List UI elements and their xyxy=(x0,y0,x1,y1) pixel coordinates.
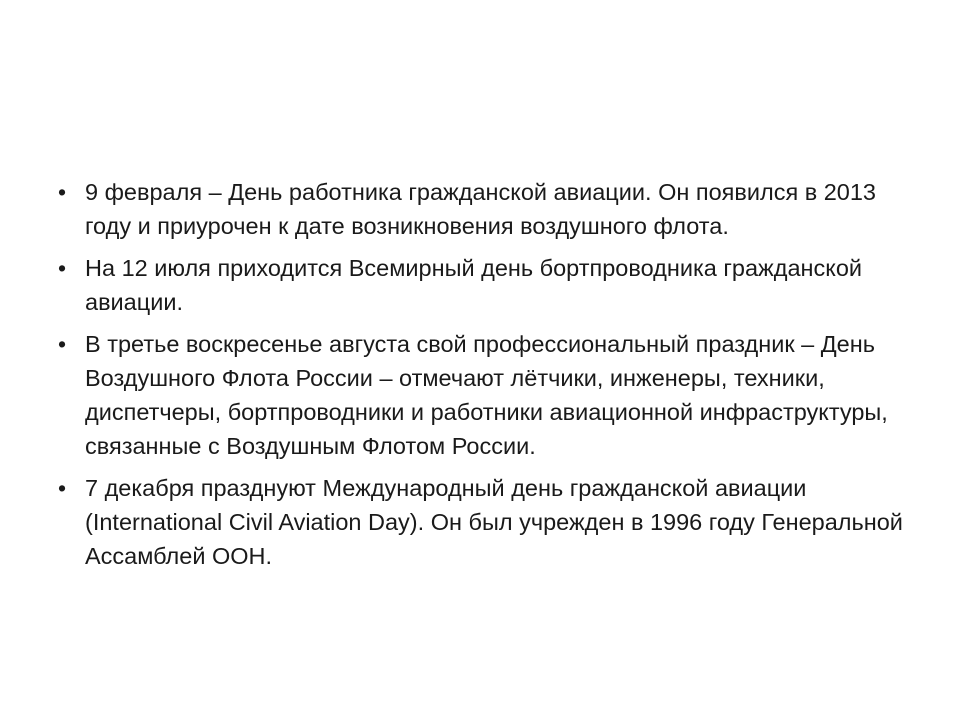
bullet-item xyxy=(58,251,908,319)
bullet-item xyxy=(58,175,908,243)
bullet-dot-icon: • xyxy=(58,331,67,357)
bullet-text: 7 декабря празднуют Международный день гражданской авиации (International Civil Aviation Day). Он был учрежден в 1996 году Генеральной Ассамблей ООН. xyxy=(85,475,903,569)
bullet-dot-icon: • xyxy=(58,179,67,205)
bullet-dot-icon: • xyxy=(58,255,67,281)
bullet-text: 9 февраля – День работника гражданской авиации. Он появился в 2013 году и приурочен к дате возникновения воздушного флота. xyxy=(85,179,877,239)
bullet-text: В третье воскресенье августа свой профессиональный праздник – День Воздушного Флота России – отмечают лётчики, инженеры, техники, диспетчеры, бортпроводники и работники авиационной инфраструктуры, связанные с Воздушным Флотом России. xyxy=(85,331,888,459)
bullet-item xyxy=(58,327,908,463)
bullet-dot-icon: • xyxy=(58,475,67,501)
bullet-item xyxy=(58,471,908,573)
bullet-list xyxy=(58,175,908,581)
bullet-text: На 12 июля приходится Всемирный день бортпроводника гражданской авиации. xyxy=(85,255,863,315)
